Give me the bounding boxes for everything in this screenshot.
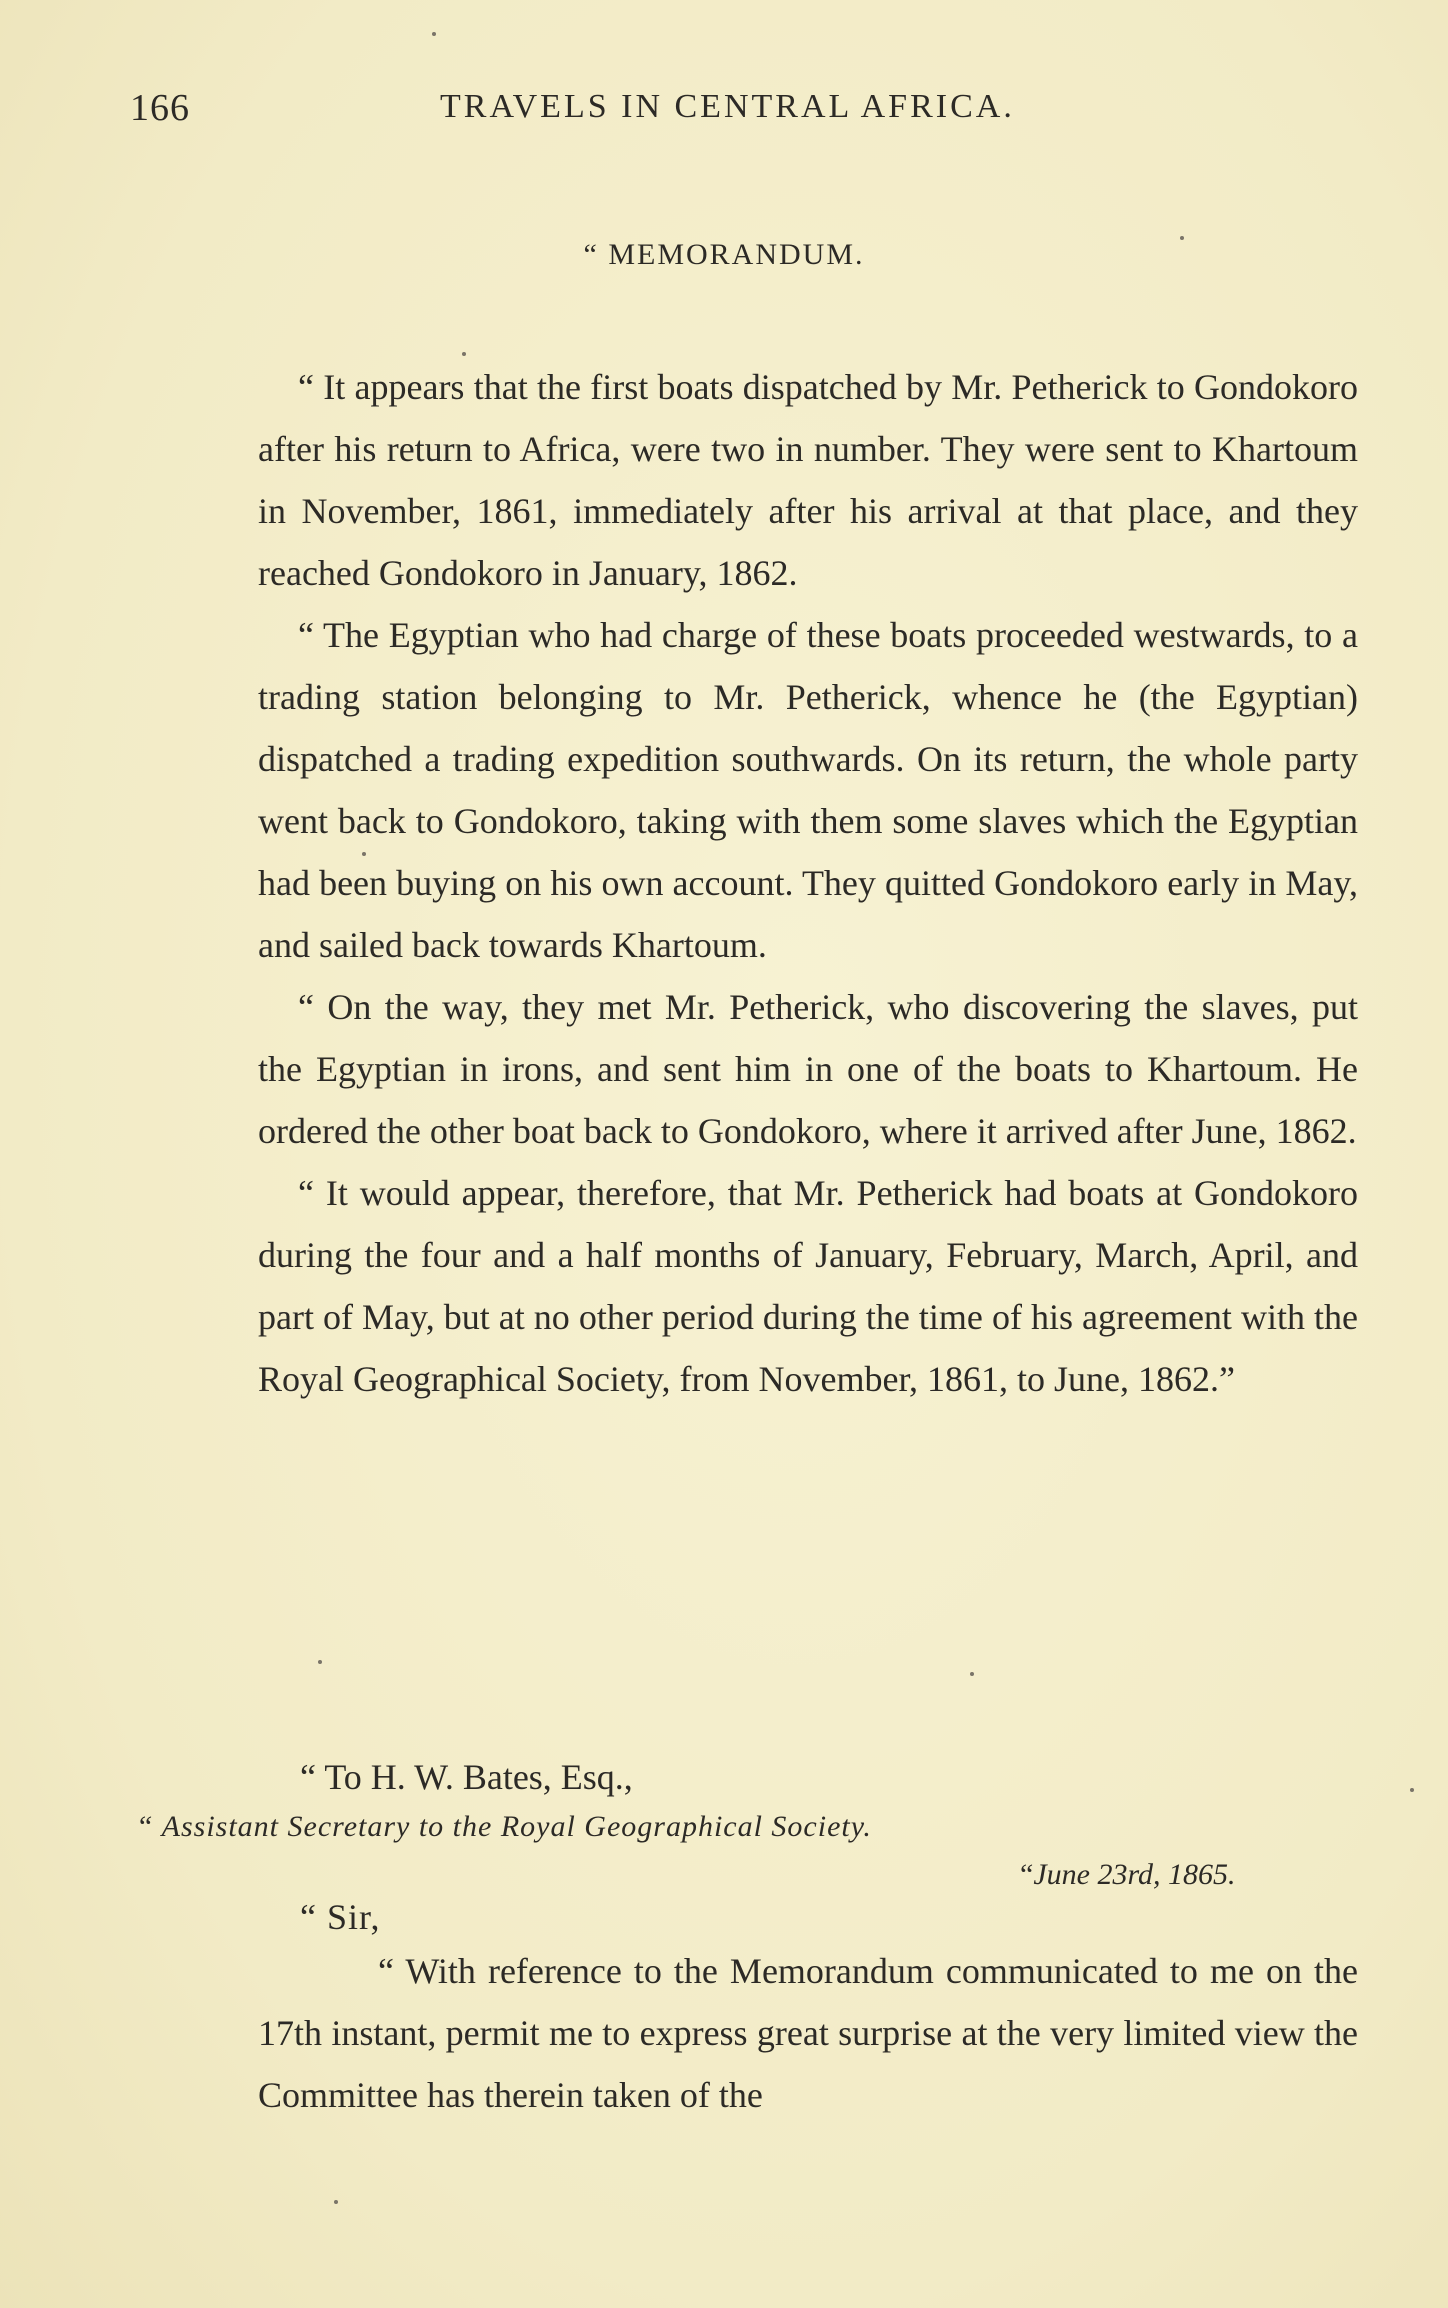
paper-speck: [432, 32, 436, 36]
memorandum-paragraph: “ It would appear, therefore, that Mr. Petherick had boats at Gondokoro during the four and a half months of January, February, March, April, and part of May, but at no other period during the time of his agreement with the Royal Geographical Society, from November, 1861, to June, 1862.”: [258, 1173, 1358, 1399]
paper-speck: [1410, 1788, 1414, 1792]
paper-speck: [1180, 236, 1184, 240]
paper-speck: [462, 352, 466, 356]
letter-body: [258, 1940, 1358, 2126]
memorandum-paragraph: “ It appears that the first boats dispatched by Mr. Petherick to Gondokoro after his return to Africa, were two in number. They were sent to Khartoum in November, 1861, immediately after his arrival at that place, and they reached Gondokoro in January, 1862.: [258, 367, 1358, 593]
running-head: [130, 86, 1330, 136]
paper-speck: [362, 852, 366, 856]
letter-date-quote: “: [1020, 1858, 1034, 1891]
paper-speck: [334, 2200, 338, 2204]
paper-speck: [318, 1660, 322, 1664]
letter-date-text: June 23rd, 1865.: [1033, 1858, 1236, 1891]
memorandum-body: [258, 356, 1358, 1410]
memorandum-paragraph: “ On the way, they met Mr. Petherick, who discovering the slaves, put the Egyptian in irons, and sent him in one of the boats to Khartoum. He ordered the other boat back to Gondokoro, where it arrived after June, 1862.: [258, 987, 1358, 1151]
running-title: TRAVELS IN CENTRAL AFRICA.: [440, 88, 1015, 125]
letter-addressee-role: “ Assistant Secretary to the Royal Geographical Society.: [136, 1810, 872, 1843]
memorandum-heading: “ MEMORANDUM.: [583, 238, 865, 271]
paper-speck: [970, 1672, 974, 1676]
letter-addressee: “ To H. W. Bates, Esq.,: [300, 1757, 633, 1797]
letter-paragraph: “ With reference to the Memorandum communicated to me on the 17th instant, permit me to express great surprise at the very limited view the Committee has therein taken of the: [258, 1951, 1358, 2115]
page-number: 166: [130, 87, 190, 129]
letter-salutation: “ Sir,: [300, 1897, 381, 1937]
memorandum-paragraph: “ The Egyptian who had charge of these boats proceeded westwards, to a trading station belonging to Mr. Petherick, whence he (the Egyptian) dispatched a trading expedition southwards. On its return, the whole party went back to Gondokoro, taking with them some slaves which the Egyptian had been buying on his own account. They quitted Gondokoro early in May, and sailed back towards Khartoum.: [258, 615, 1358, 965]
letter-date: [1020, 1858, 1236, 1892]
